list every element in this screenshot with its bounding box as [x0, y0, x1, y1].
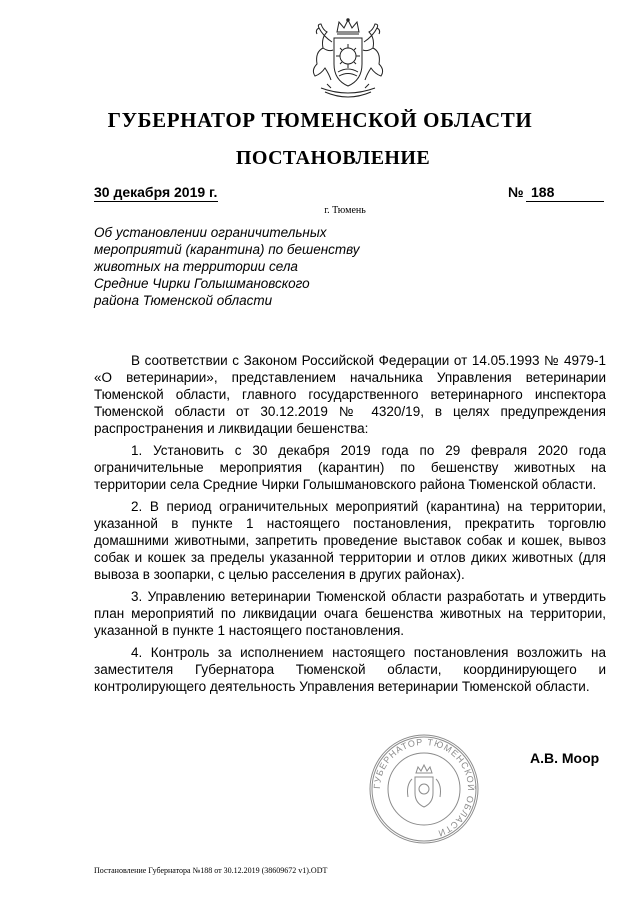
document-body	[94, 352, 606, 700]
document-date: 30 декабря 2019 г.	[94, 184, 218, 200]
signer-name: А.В. Моор	[530, 750, 600, 766]
title-line: района Тюменской области	[94, 293, 273, 308]
clause-paragraph: 4. Контроль за исполнением настоящего постановления возложить на заместителя Губернатора Тюменской области, координирующего и контролирующего деятельность Управления ветеринарии Тюменской области.	[94, 645, 606, 694]
document-footer: Постановление Губернатора №188 от 30.12.2019 (38609672 v1).ODT	[94, 866, 328, 875]
document-authority-heading: ГУБЕРНАТОР ТЮМЕНСКОЙ ОБЛАСТИ	[107, 108, 533, 132]
clause-paragraph: 3. Управлению ветеринарии Тюменской области разработать и утвердить план мероприятий по ликвидации очага бешенства животных на территории, указанной в пункте 1 настоящего постановления.	[94, 589, 606, 638]
coat-of-arms-emblem	[301, 18, 395, 104]
date-underline	[94, 201, 218, 202]
clause-paragraph: 2. В период ограничительных мероприятий (карантина) на территории, указанной в пункте 1 настоящего постановления, прекратить торговлю домашними животными, запретить проведение выставок собак и кошек, вывоз собак и кошек за пределы указанной территории и отлов диких животных (для вывоза в зоопарки, с целью расселения в других районах).	[94, 499, 606, 582]
document-number: 188	[531, 184, 555, 200]
document-city: г. Тюмень	[324, 205, 366, 216]
title-line: Средние Чирки Голышмановского	[94, 276, 310, 291]
document-title	[94, 224, 394, 309]
seal-ring-text: ГУБЕРНАТОР ТЮМЕНСКОЙ ОБЛАСТИ	[371, 736, 477, 839]
clause-paragraph: 1. Установить с 30 декабря 2019 года по 29 февраля 2020 года ограничительные мероприятия (карантин) по бешенству животных на территории села Средние Чирки Голышмановского района Тюменской области.	[94, 443, 606, 492]
number-sign: №	[508, 184, 524, 200]
preamble-paragraph: В соответствии с Законом Российской Федерации от 14.05.1993 № 4979-1 «О ветеринарии», представлением начальника Управления ветеринарии Тюменской области, главного государственного ветеринарного инспектора Тюменской области от 30.12.2019 № 4320/19, в целях предупреждения распространения и ликвидации бешенства:	[94, 353, 606, 436]
official-seal	[368, 733, 480, 845]
title-line: Об установлении ограничительных	[94, 225, 327, 240]
title-line: животных на территории села	[94, 259, 298, 274]
title-line: мероприятий (карантина) по бешенству	[94, 242, 360, 257]
number-underline	[526, 201, 604, 202]
document-type-heading: ПОСТАНОВЛЕНИЕ	[235, 147, 431, 169]
